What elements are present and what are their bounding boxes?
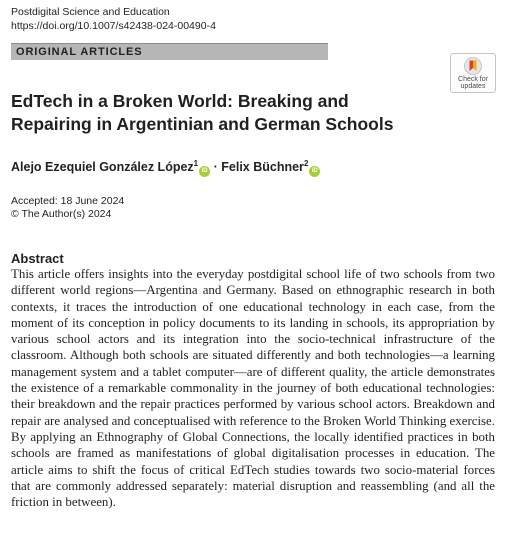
abstract-heading: Abstract — [11, 251, 64, 266]
accepted-date: Accepted: 18 June 2024 — [11, 195, 125, 207]
abstract-text: This article offers insights into the everyday postdigital school life of two schools from two different world regions—Argentina and Germany. Based on ethnographic research in both contexts, it traces the introduction of one educational technology in each case, from the moment of its conception in policy documents to its landing in schools, its appropriation by various school actors and its integration into the socio-technical infrastructure of the classroom. Although both schools are situated differently and both technologies—a learning management system and a tablet computer—are of different quality, the article demonstrates the existence of a remarkable commonality in the journey of both educational technologies: their breakdown and the repair practices performed by various school actors. Breakdown and repair are analysed and conceptualised with reference to the Broken World Thinking exercise. By applying an Ethnography of Global Connections, the locally identified practices in both schools are framed as manifestations of global digitalisation processes in education. The article aims to shift the focus of critical EdTech studies towards two socio-material forces that are commonly addressed separately: material disruption and reassembling (and all the friction in between). — [11, 267, 495, 510]
author-list — [11, 156, 320, 177]
journal-name: Postdigital Science and Education — [11, 6, 170, 18]
article-title: EdTech in a Broken World: Breaking and Repairing in Argentinian and German Schools — [11, 91, 394, 134]
check-for-label: Check for — [458, 76, 488, 83]
section-banner — [11, 43, 328, 60]
check-for-updates-badge[interactable] — [450, 53, 496, 93]
copyright-notice: © The Author(s) 2024 — [11, 208, 112, 220]
section-label: ORIGINAL ARTICLES — [16, 46, 143, 58]
orcid-icon[interactable]: iD — [309, 166, 320, 177]
affiliation-marker: 2 — [303, 159, 309, 168]
updates-label: updates — [460, 83, 486, 90]
orcid-icon[interactable]: iD — [199, 166, 210, 177]
author-name[interactable]: Alejo Ezequiel González López — [11, 160, 194, 174]
affiliation-marker: 1 — [193, 159, 199, 168]
author-name[interactable]: Felix Büchner — [221, 160, 304, 174]
bookmark-icon — [463, 57, 483, 75]
doi-link[interactable]: https://doi.org/10.1007/s42438-024-00490-4 — [11, 20, 216, 32]
author-separator: · — [213, 160, 218, 174]
